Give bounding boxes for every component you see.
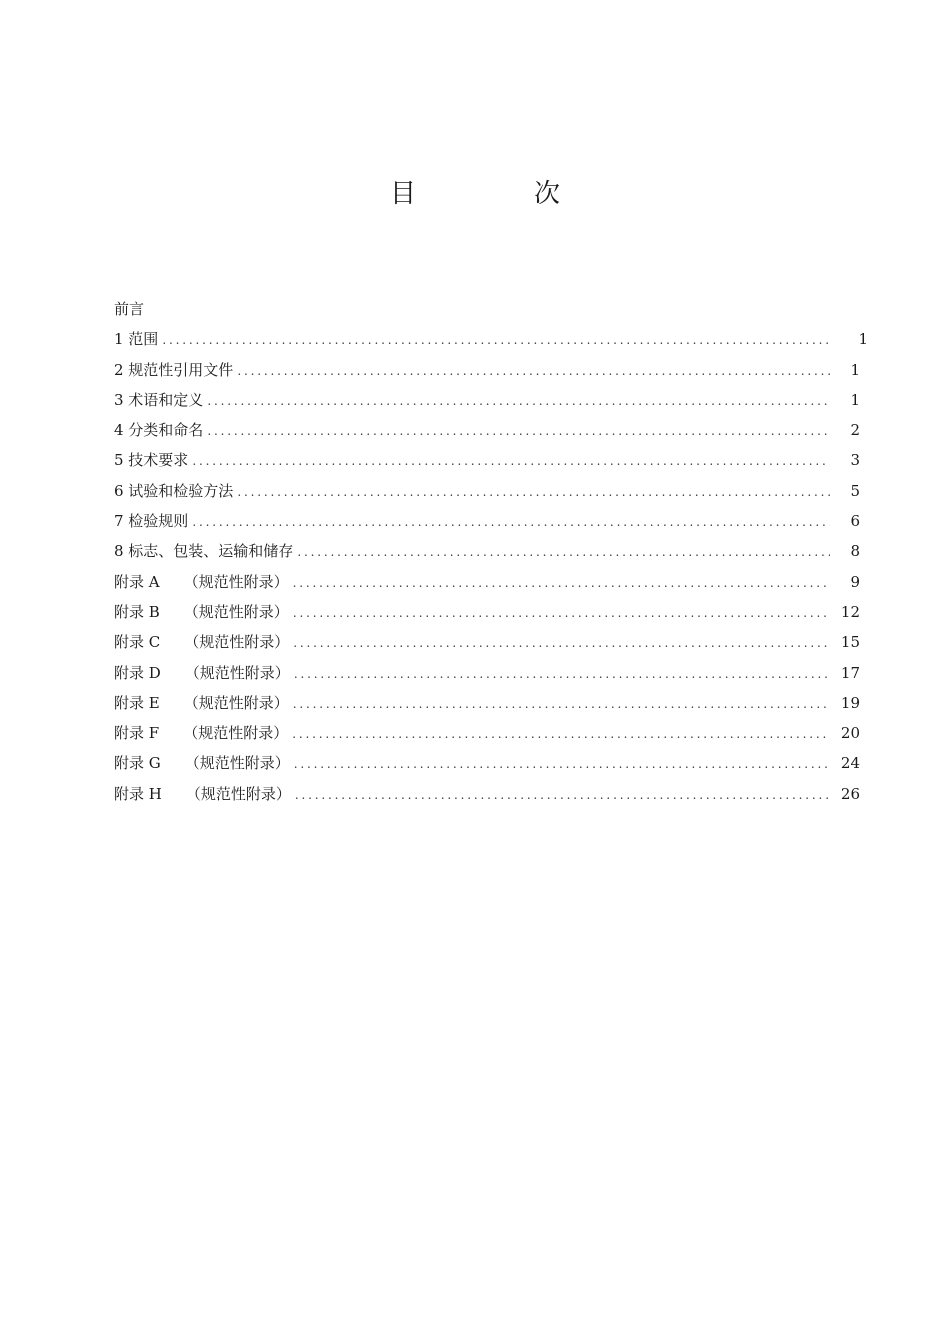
- toc-page-number: 26: [840, 784, 860, 803]
- toc-page-number: 3: [850, 451, 860, 470]
- toc-entry-label: [114, 781, 295, 807]
- dot-leader: [294, 751, 830, 777]
- dot-leader: [295, 782, 830, 808]
- appendix-type: （规范性附录）: [183, 572, 289, 591]
- toc-entry-label: 2 规范性引用文件: [114, 360, 234, 379]
- appendix-type: （规范性附录）: [183, 602, 289, 621]
- toc-entry-label: [114, 629, 293, 655]
- toc-page-number: 6: [850, 512, 860, 531]
- appendix-type: （规范性附录）: [184, 663, 290, 682]
- table-of-contents: [114, 296, 868, 811]
- dot-leader: [293, 630, 830, 656]
- toc-entry[interactable]: [114, 417, 860, 447]
- appendix-type: （规范性附录）: [185, 784, 291, 803]
- toc-page-number: 9: [850, 572, 860, 591]
- toc-entry[interactable]: [114, 447, 860, 477]
- toc-entry-label: [114, 690, 293, 716]
- toc-page-number: 8: [850, 542, 860, 561]
- toc-entry-appendix[interactable]: [114, 750, 860, 780]
- dot-leader: [292, 721, 830, 747]
- appendix-type: （规范性附录）: [184, 633, 290, 652]
- appendix-type: （规范性附录）: [184, 754, 290, 773]
- toc-entry-appendix[interactable]: [114, 720, 860, 750]
- toc-entry-label: [114, 599, 293, 625]
- dot-leader: [293, 570, 830, 596]
- toc-entry-label: [114, 569, 293, 595]
- appendix-id: 附录 B: [114, 602, 160, 621]
- toc-entry-appendix[interactable]: [114, 660, 860, 690]
- toc-entry[interactable]: [114, 387, 860, 417]
- dot-leader: [237, 358, 830, 384]
- toc-entry-appendix[interactable]: [114, 629, 860, 659]
- toc-page-number: 17: [840, 663, 860, 682]
- toc-page-number: 15: [840, 633, 860, 652]
- toc-entry[interactable]: [114, 326, 868, 356]
- dot-leader: [293, 691, 830, 717]
- dot-leader: [207, 418, 830, 444]
- appendix-type: （规范性附录）: [183, 724, 289, 743]
- toc-entry-label: [114, 750, 294, 776]
- toc-page-number: 24: [840, 754, 860, 773]
- toc-entry-appendix[interactable]: [114, 569, 860, 599]
- toc-page-number: 12: [840, 602, 860, 621]
- appendix-id: 附录 D: [114, 663, 161, 682]
- dot-leader: [207, 388, 830, 414]
- toc-entry[interactable]: [114, 508, 860, 538]
- toc-entry[interactable]: [114, 357, 860, 387]
- page-title: 目 次: [389, 179, 606, 209]
- toc-entry[interactable]: [114, 538, 860, 568]
- toc-entry-label: 5 技术要求: [114, 451, 189, 470]
- dot-leader: [192, 448, 830, 474]
- dot-leader: [297, 539, 830, 565]
- appendix-id: 附录 F: [114, 724, 160, 743]
- appendix-id: 附录 C: [114, 633, 161, 652]
- toc-entry-appendix[interactable]: [114, 599, 860, 629]
- dot-leader: [192, 509, 830, 535]
- dot-leader: [293, 600, 830, 626]
- toc-entry-appendix[interactable]: [114, 690, 860, 720]
- appendix-id: 附录 E: [114, 693, 160, 712]
- toc-entry-label: 6 试验和检验方法: [114, 481, 234, 500]
- toc-entry-label: 3 术语和定义: [114, 390, 204, 409]
- toc-entry-label: 4 分类和命名: [114, 421, 204, 440]
- appendix-id: 附录 G: [114, 754, 161, 773]
- appendix-type: （规范性附录）: [183, 693, 289, 712]
- dot-leader: [162, 327, 846, 353]
- toc-entry-label: 1 范围: [114, 330, 159, 349]
- toc-entry-appendix[interactable]: [114, 781, 860, 811]
- appendix-id: 附录 H: [114, 784, 162, 803]
- dot-leader: [294, 661, 830, 687]
- toc-page-number: 19: [840, 693, 860, 712]
- toc-entry-preface[interactable]: 前言: [114, 300, 145, 318]
- toc-entry-label: 8 标志、包装、运输和储存: [114, 542, 294, 561]
- toc-page-number: 20: [840, 724, 860, 743]
- toc-page-number: 1: [850, 390, 860, 409]
- dot-leader: [237, 479, 830, 505]
- toc-entry-label: 7 检验规则: [114, 512, 189, 531]
- toc-page-number: 2: [850, 421, 860, 440]
- toc-page-number: 5: [850, 481, 860, 500]
- toc-entry-label: [114, 720, 292, 746]
- appendix-id: 附录 A: [114, 572, 160, 591]
- toc-entry[interactable]: [114, 478, 860, 508]
- toc-entry-label: [114, 660, 294, 686]
- toc-page-number: 1: [858, 330, 868, 349]
- toc-page-number: 1: [850, 360, 860, 379]
